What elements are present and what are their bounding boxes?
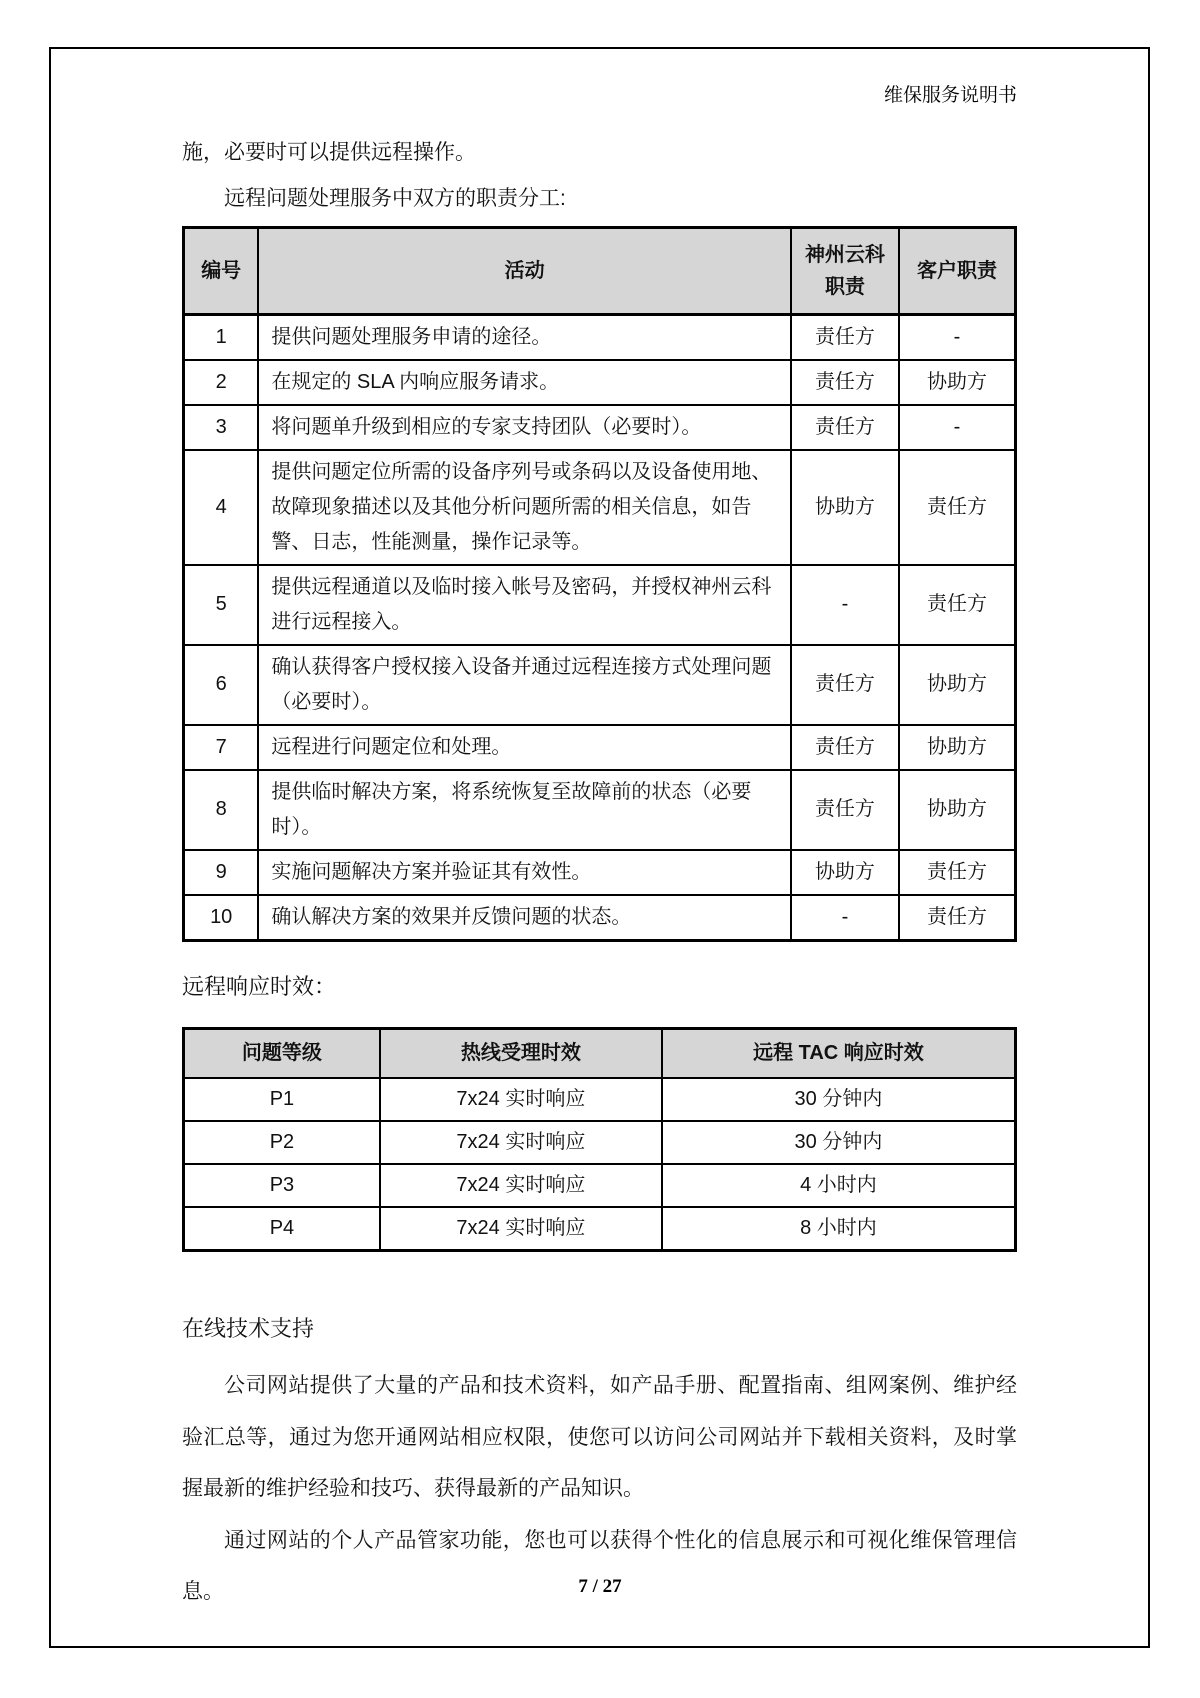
table-cell: 协助方 [791, 850, 899, 895]
column-header-problem-level: 问题等级 [184, 1028, 380, 1078]
table-cell: 3 [184, 405, 259, 450]
table-cell: 责任方 [899, 850, 1015, 895]
table-cell: 7x24 实时响应 [380, 1207, 662, 1251]
table-cell: 4 [184, 450, 259, 565]
table-cell: 责任方 [791, 360, 899, 405]
table-cell: 协助方 [791, 450, 899, 565]
column-header-number: 编号 [184, 227, 259, 314]
table-cell: 30 分钟内 [662, 1121, 1016, 1164]
table-cell: 远程进行问题定位和处理。 [258, 725, 790, 770]
table-cell: 7x24 实时响应 [380, 1078, 662, 1121]
table-cell: P2 [184, 1121, 380, 1164]
table-cell: 确认获得客户授权接入设备并通过远程连接方式处理问题（必要时）。 [258, 645, 790, 725]
table-cell: - [899, 405, 1015, 450]
table-cell: 协助方 [899, 645, 1015, 725]
online-support-paragraph-1: 公司网站提供了大量的产品和技术资料，如产品手册、配置指南、组网案例、维护经验汇总等，通过为您开通网站相应权限，使您可以访问公司网站并下载相关资料，及时掌握最新的维护经验和技巧、获得最新的产品知识。 [182, 1374, 1017, 1501]
table-cell: - [899, 314, 1015, 360]
table-cell: 10 [184, 895, 259, 941]
column-header-hotline-sla: 热线受理时效 [380, 1028, 662, 1078]
response-time-title: 远程响应时效： [182, 973, 337, 999]
table-row [184, 405, 1016, 450]
table-cell: 7x24 实时响应 [380, 1164, 662, 1207]
table-row [184, 725, 1016, 770]
response-time-table [182, 1027, 1017, 1252]
table-cell: 责任方 [899, 450, 1015, 565]
response-time-table-header [184, 1028, 1016, 1078]
table-cell: 6 [184, 645, 259, 725]
table-cell: 将问题单升级到相应的专家支持团队（必要时）。 [258, 405, 790, 450]
table-cell: 责任方 [791, 405, 899, 450]
responsibility-table [182, 226, 1017, 942]
table-cell: 在规定的 SLA 内响应服务请求。 [258, 360, 790, 405]
table-cell: 30 分钟内 [662, 1078, 1016, 1121]
column-header-vendor-role: 神州云科职责 [791, 227, 899, 314]
column-header-customer-role: 客户职责 [899, 227, 1015, 314]
table-cell: 7x24 实时响应 [380, 1121, 662, 1164]
table-cell: 责任方 [791, 725, 899, 770]
table-cell: P4 [184, 1207, 380, 1251]
online-support-paragraph-2: 通过网站的个人产品管家功能，您也可以获得个性化的信息展示和可视化维保管理信息。 [182, 1528, 1017, 1604]
table-cell: 责任方 [791, 770, 899, 850]
table-cell: 2 [184, 360, 259, 405]
table-cell: - [791, 895, 899, 941]
table-row [184, 360, 1016, 405]
table-row [184, 895, 1016, 941]
table-row [184, 770, 1016, 850]
table-cell: 8 [184, 770, 259, 850]
table-cell: 提供问题处理服务申请的途径。 [258, 314, 790, 360]
table-cell: 提供临时解决方案，将系统恢复至故障前的状态（必要时）。 [258, 770, 790, 850]
responsibility-table-header [184, 227, 1016, 314]
table-cell: 4 小时内 [662, 1164, 1016, 1207]
table-row [184, 565, 1016, 645]
table-cell: 协助方 [899, 725, 1015, 770]
table-cell: 确认解决方案的效果并反馈问题的状态。 [258, 895, 790, 941]
page-number: 7 / 27 [578, 1576, 622, 1597]
table-row [184, 1078, 1016, 1121]
table-cell: P3 [184, 1164, 380, 1207]
table-cell: 责任方 [791, 314, 899, 360]
page-content [182, 0, 1017, 1618]
responsibility-table-body [184, 314, 1016, 940]
table-cell: 责任方 [791, 645, 899, 725]
table-row [184, 1121, 1016, 1164]
table-cell: 9 [184, 850, 259, 895]
table-row [184, 850, 1016, 895]
page-header-title: 维保服务说明书 [883, 85, 1017, 106]
table-row [184, 450, 1016, 565]
paragraph-continuation: 施，必要时可以提供远程操作。 [182, 141, 476, 164]
table-header-row [184, 1028, 1016, 1078]
table-cell: 5 [184, 565, 259, 645]
table-row [184, 1207, 1016, 1251]
table-header-row [184, 227, 1016, 314]
table-cell: 协助方 [899, 360, 1015, 405]
responsibility-table-intro: 远程问题处理服务中双方的职责分工: [224, 187, 566, 211]
table-cell: - [791, 565, 899, 645]
table-cell: 责任方 [899, 565, 1015, 645]
table-row [184, 645, 1016, 725]
table-row [184, 1164, 1016, 1207]
table-row [184, 314, 1016, 360]
column-header-remote-tac-sla: 远程 TAC 响应时效 [662, 1028, 1016, 1078]
table-cell: 提供问题定位所需的设备序列号或条码以及设备使用地、故障现象描述以及其他分析问题所需的相关信息，如告警、日志，性能测量，操作记录等。 [258, 450, 790, 565]
response-time-table-body [184, 1078, 1016, 1251]
table-cell: 提供远程通道以及临时接入帐号及密码，并授权神州云科进行远程接入。 [258, 565, 790, 645]
table-cell: 8 小时内 [662, 1207, 1016, 1251]
table-cell: 协助方 [899, 770, 1015, 850]
column-header-activity: 活动 [258, 227, 790, 314]
online-support-heading: 在线技术支持 [182, 1315, 315, 1341]
table-cell: 实施问题解决方案并验证其有效性。 [258, 850, 790, 895]
table-cell: 1 [184, 314, 259, 360]
table-cell: P1 [184, 1078, 380, 1121]
table-cell: 责任方 [899, 895, 1015, 941]
table-cell: 7 [184, 725, 259, 770]
